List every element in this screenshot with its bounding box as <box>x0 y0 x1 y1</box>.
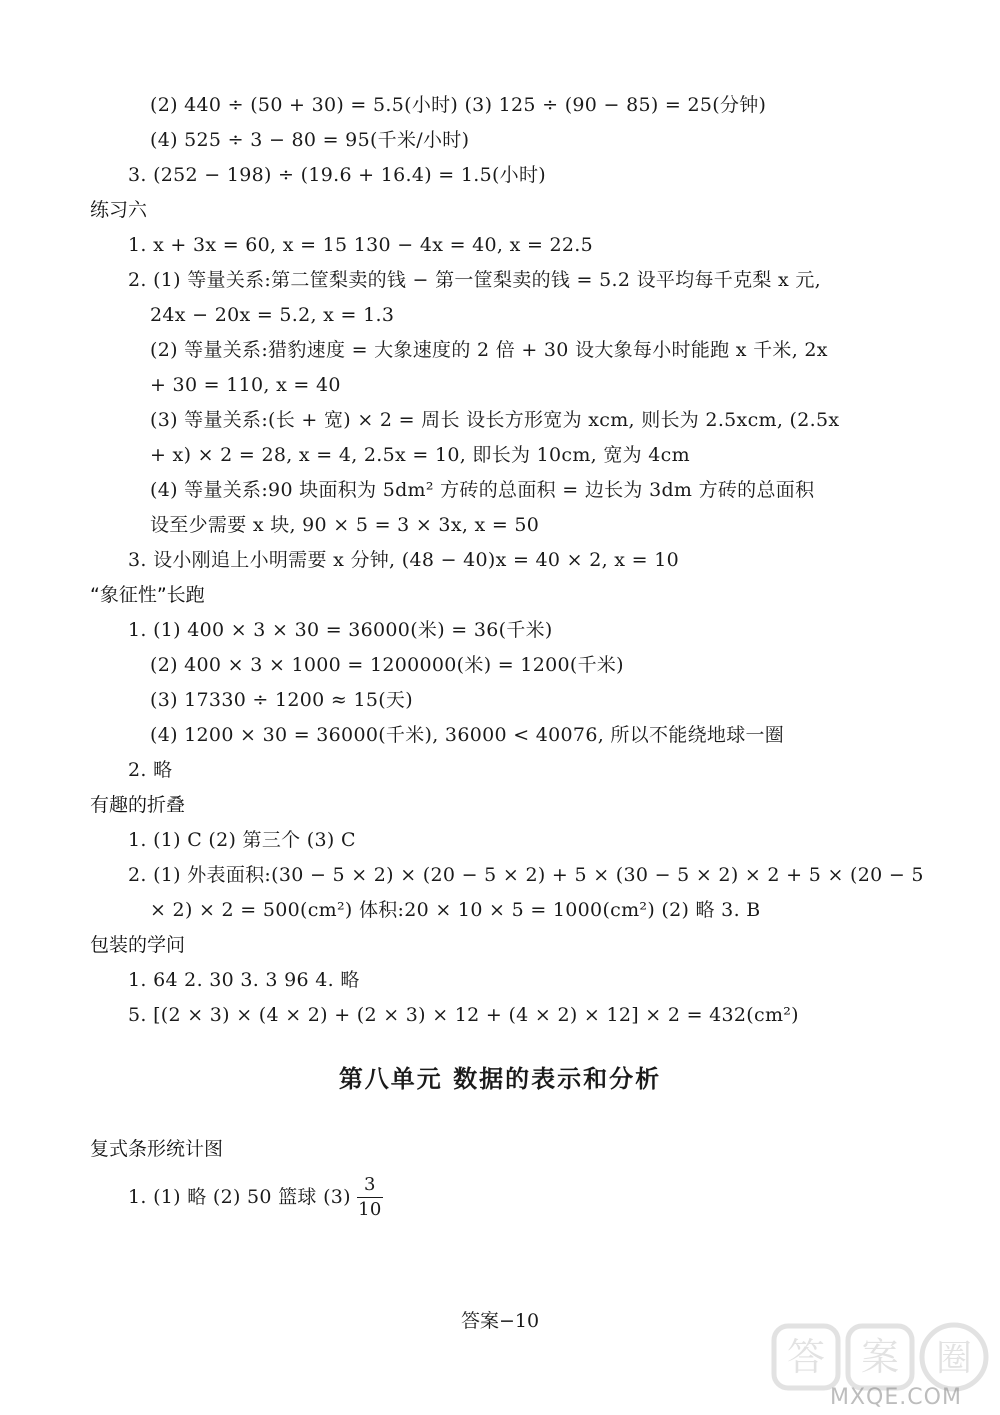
answer-line: 1. (1) C (2) 第三个 (3) C <box>128 829 356 851</box>
section-title-symbolic-run: “象征性”长跑 <box>90 584 205 606</box>
watermark-url: MXQE.COM <box>830 1385 962 1410</box>
svg-text:案: 案 <box>860 1335 900 1379</box>
fraction <box>357 1174 383 1221</box>
section-title-compound-bar: 复式条形统计图 <box>90 1138 224 1160</box>
answer-line: (2) 400 × 3 × 1000 = 1200000(米) = 1200(千米) <box>150 654 624 676</box>
fraction-bar <box>357 1197 383 1198</box>
answer-line: 24x − 20x = 5.2, x = 1.3 <box>150 304 395 326</box>
answer-line: (4) 1200 × 30 = 36000(千米), 36000 < 40076, 所以不能绕地球一圈 <box>150 724 785 746</box>
answer-line: 2. (1) 外表面积:(30 − 5 × 2) × (20 − 5 × 2) + 5 × (30 − 5 × 2) × 2 + 5 × (20 − 5 <box>128 864 924 886</box>
svg-text:圈: 圈 <box>935 1338 973 1379</box>
section-title-practice6: 练习六 <box>90 199 148 221</box>
page-number: 答案−10 <box>460 1310 540 1332</box>
answer-line-fraction <box>128 1172 383 1222</box>
answer-line: (3) 等量关系:(长 + 宽) × 2 = 周长 设长方形宽为 xcm, 则长为 2.5xcm, (2.5x <box>150 409 840 431</box>
answer-line: (2) 440 ÷ (50 + 30) = 5.5(小时) (3) 125 ÷ (90 − 85) = 25(分钟) <box>150 94 767 116</box>
answer-line: + 30 = 110, x = 40 <box>150 374 341 396</box>
answer-line: (4) 525 ÷ 3 − 80 = 95(千米/小时) <box>150 129 470 151</box>
answer-line: (2) 等量关系:猎豹速度 = 大象速度的 2 倍 + 30 设大象每小时能跑 x 千米, 2x <box>150 339 828 361</box>
answer-line: + x) × 2 = 28, x = 4, 2.5x = 10, 即长为 10cm, 宽为 4cm <box>150 444 690 466</box>
answer-line: × 2) × 2 = 500(cm²) 体积:20 × 10 × 5 = 1000(cm²) (2) 略 3. B <box>150 899 761 921</box>
answer-line: 3. (252 − 198) ÷ (19.6 + 16.4) = 1.5(小时) <box>128 164 546 186</box>
answer-line: 2. (1) 等量关系:第二筐梨卖的钱 − 第一筐梨卖的钱 = 5.2 设平均每千克梨 x 元, <box>128 269 822 291</box>
answer-line: 1. (1) 400 × 3 × 30 = 36000(米) = 36(千米) <box>128 619 553 641</box>
answer-line: 设至少需要 x 块, 90 × 5 = 3 × 3x, x = 50 <box>150 514 540 536</box>
section-title-packaging: 包装的学问 <box>90 934 186 956</box>
svg-text:答: 答 <box>786 1335 826 1379</box>
answer-line: 1. x + 3x = 60, x = 15 130 − 4x = 40, x = 22.5 <box>128 234 594 256</box>
fraction-denominator: 10 <box>358 1198 382 1220</box>
answer-line: 2. 略 <box>128 759 173 781</box>
unit-heading: 第八单元 数据的表示和分析 <box>338 1065 662 1093</box>
answer-line: (3) 17330 ÷ 1200 ≈ 15(天) <box>150 689 413 711</box>
answer-line: (4) 等量关系:90 块面积为 5dm² 方砖的总面积 = 边长为 3dm 方砖的总面积 <box>150 479 815 501</box>
answer-text: 1. (1) 略 (2) 50 篮球 (3) <box>128 1186 351 1208</box>
answer-line: 5. [(2 × 3) × (4 × 2) + (2 × 3) × 12 + (4 × 2) × 12] × 2 = 432(cm²) <box>128 1004 799 1026</box>
fraction-numerator: 3 <box>364 1173 376 1195</box>
answer-line: 1. 64 2. 30 3. 3 96 4. 略 <box>128 969 360 991</box>
answer-line: 3. 设小刚追上小明需要 x 分钟, (48 − 40)x = 40 × 2, x = 10 <box>128 549 679 571</box>
section-title-folding: 有趣的折叠 <box>90 794 186 816</box>
